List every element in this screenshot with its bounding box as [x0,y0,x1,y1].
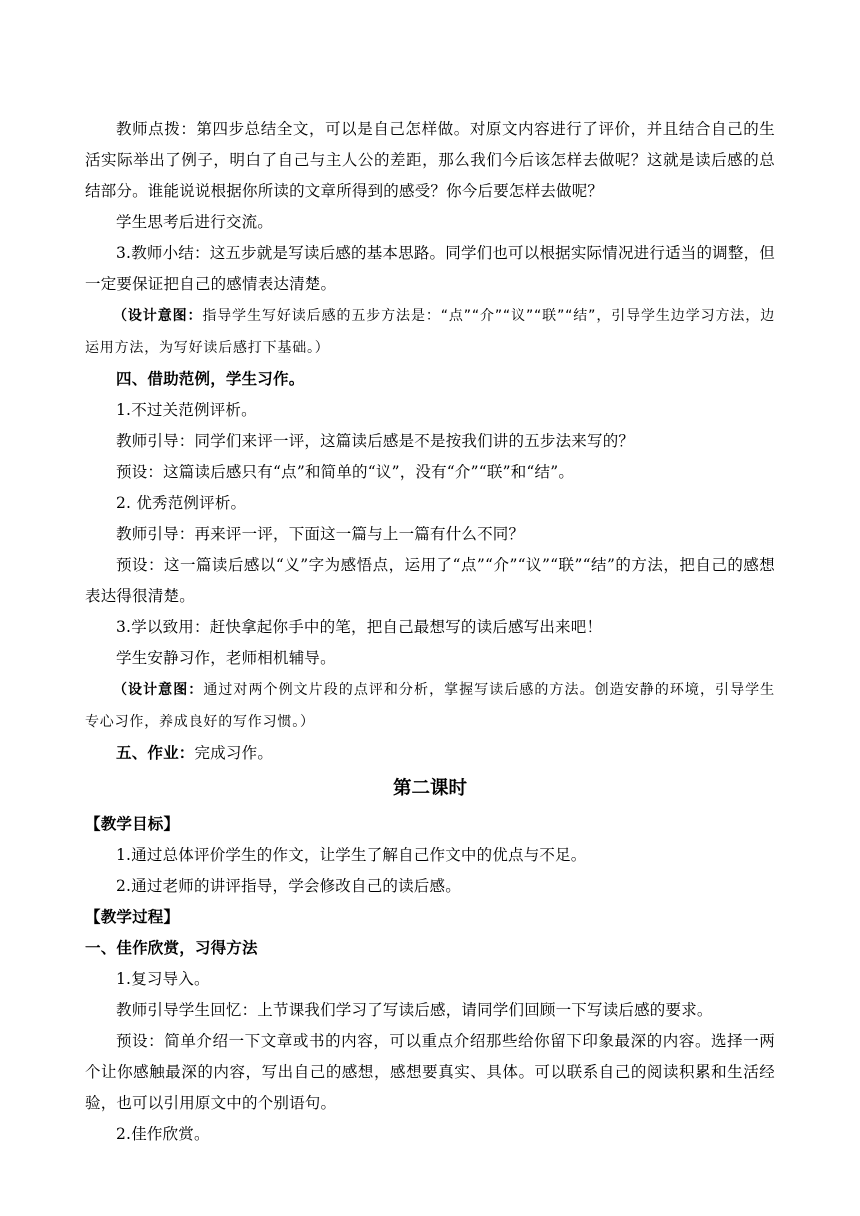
design-intent-note-2 [85,674,775,738]
section-heading-1: 一、佳作欣赏，习得方法 [85,939,258,957]
goals-heading: 【教学目标】 [85,815,180,833]
paragraph-review: 1.复习导入。 [116,970,210,988]
section-heading-5 [85,738,775,769]
paragraph-appreciation: 2.佳作欣赏。 [116,1125,210,1143]
design-intent-text: 指导学生写好读后感的五步方法是：“点”“介”“议”“联”“结”，引导学生边学习方法，边运用方法，为写好读后感打下基础。） [85,308,775,356]
design-intent-text: 通过对两个例文片段的点评和分析，掌握写读后感的方法。创造安静的环境，引导学生专心习作，养成良好的写作习惯。） [85,682,775,730]
homework-label: 五、作业： [116,744,195,762]
paragraph-preset-2: 预设：这一篇读后感以“义”字为感悟点，运用了“点”“介”“议”“联”“结”的方法，把自己的感想表达得很清楚。 [85,556,775,605]
homework-text: 完成习作。 [194,744,274,762]
paragraph-teacher-prompt-2: 教师引导：再来评一评，下面这一篇与上一篇有什么不同？ [116,525,525,543]
process-heading: 【教学过程】 [85,908,180,926]
goal-item-2: 2.通过老师的讲评指导，学会修改自己的读后感。 [116,877,461,895]
design-intent-note-1 [85,300,775,364]
design-intent-label: （设计意图： [113,308,203,324]
paragraph-student-exchange: 学生思考后进行交流。 [116,213,274,231]
design-intent-label: （设计意图： [113,682,204,698]
paragraph-preset-1: 预设：这篇读后感只有“点”和简单的“议”，没有“介”“联”和“结”。 [116,463,575,481]
paragraph-teacher-prompt-1: 教师引导：同学们来评一评，这篇读后感是不是按我们讲的五步法来写的？ [116,432,635,450]
lesson-title: 第二课时 [392,778,467,799]
goal-item-1: 1.通过总体评价学生的作文，让学生了解自己作文中的优点与不足。 [116,846,587,864]
paragraph-fail-example: 1.不过关范例评析。 [116,401,257,419]
document-page [85,114,775,1150]
paragraph-apply: 3.学以致用：赶快拿起你手中的笔，把自己最想写的读后感写出来吧！ [116,618,603,636]
paragraph-quiet-writing: 学生安静习作，老师相机辅导。 [116,649,336,667]
paragraph-teacher-summary: 3.教师小结：这五步就是写读后感的基本思路。同学们也可以根据实际情况进行适当的调整，但一定要保证把自己的感情表达清楚。 [85,244,775,293]
paragraph-teacher-guidance: 教师点拨：第四步总结全文，可以是自己怎样做。对原文内容进行了评价，并且结合自己的生活实际举出了例子，明白了自己与主人公的差距，那么我们今后该怎样去做呢？这就是读后感的总结部分。谁能说说根据你所读的文章所得到的感受？你今后要怎样去做呢？ [85,120,775,200]
paragraph-teacher-recall: 教师引导学生回忆：上节课我们学习了写读后感，请同学们回顾一下写读后感的要求。 [116,1001,713,1019]
paragraph-excellent-example: 2. 优秀范例评析。 [116,494,247,512]
paragraph-preset-3: 预设：简单介绍一下文章或书的内容，可以重点介绍那些给你留下印象最深的内容。选择一两个让你感触最深的内容，写出自己的感想，感想要真实、具体。可以联系自己的阅读积累和生活经验，也可以引用原文中的个别语句。 [85,1032,775,1112]
section-heading-4: 四、借助范例，学生习作。 [116,370,305,388]
